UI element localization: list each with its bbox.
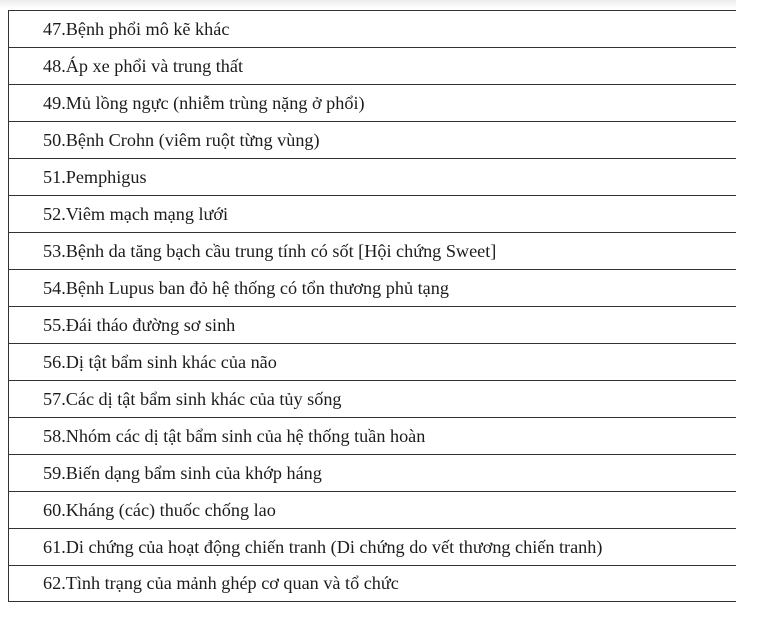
table-row [9,195,737,232]
table-row [9,380,737,417]
row-text: 62.Tình trạng của mảnh ghép cơ quan và tổ chức [43,573,399,594]
row-text: 58.Nhóm các dị tật bẩm sinh của hệ thống tuần hoàn [43,425,426,446]
row-text: 61.Di chứng của hoạt động chiến tranh (Di chứng do vết thương chiến tranh) [43,536,603,557]
row-text: 60.Kháng (các) thuốc chống lao [43,499,276,520]
table-row [9,121,737,158]
row-text: 54.Bệnh Lupus ban đỏ hệ thống có tổn thương phủ tạng [43,277,449,298]
table-row [9,10,737,47]
row-text: 51.Pemphigus [43,166,147,187]
top-edge-shade [0,0,759,8]
row-text: 55.Đái tháo đường sơ sinh [43,314,236,335]
table-row [9,565,737,602]
row-text: 53.Bệnh da tăng bạch cầu trung tính có sốt [Hội chứng Sweet] [43,240,497,261]
row-text: 49.Mủ lồng ngực (nhiễm trùng nặng ở phổi) [43,92,365,113]
row-text: 56.Dị tật bẩm sinh khác của não [43,351,277,372]
table-row [9,232,737,269]
row-text: 47.Bệnh phổi mô kẽ khác [43,18,230,39]
table-row [9,306,737,343]
table-row [9,269,737,306]
table-row [9,491,737,528]
right-margin [736,0,759,619]
row-text: 48.Áp xe phổi và trung thất [43,55,244,76]
table-row [9,343,737,380]
table-row [9,528,737,565]
row-text: 50.Bệnh Crohn (viêm ruột từng vùng) [43,129,320,150]
disease-list-table [8,10,737,602]
table-row [9,454,737,491]
table-row [9,417,737,454]
row-text: 57.Các dị tật bẩm sinh khác của tủy sống [43,388,342,409]
row-text: 59.Biến dạng bẩm sinh của khớp háng [43,462,322,483]
table-row [9,158,737,195]
row-text: 52.Viêm mạch mạng lưới [43,203,229,224]
table-row [9,84,737,121]
table-row [9,47,737,84]
